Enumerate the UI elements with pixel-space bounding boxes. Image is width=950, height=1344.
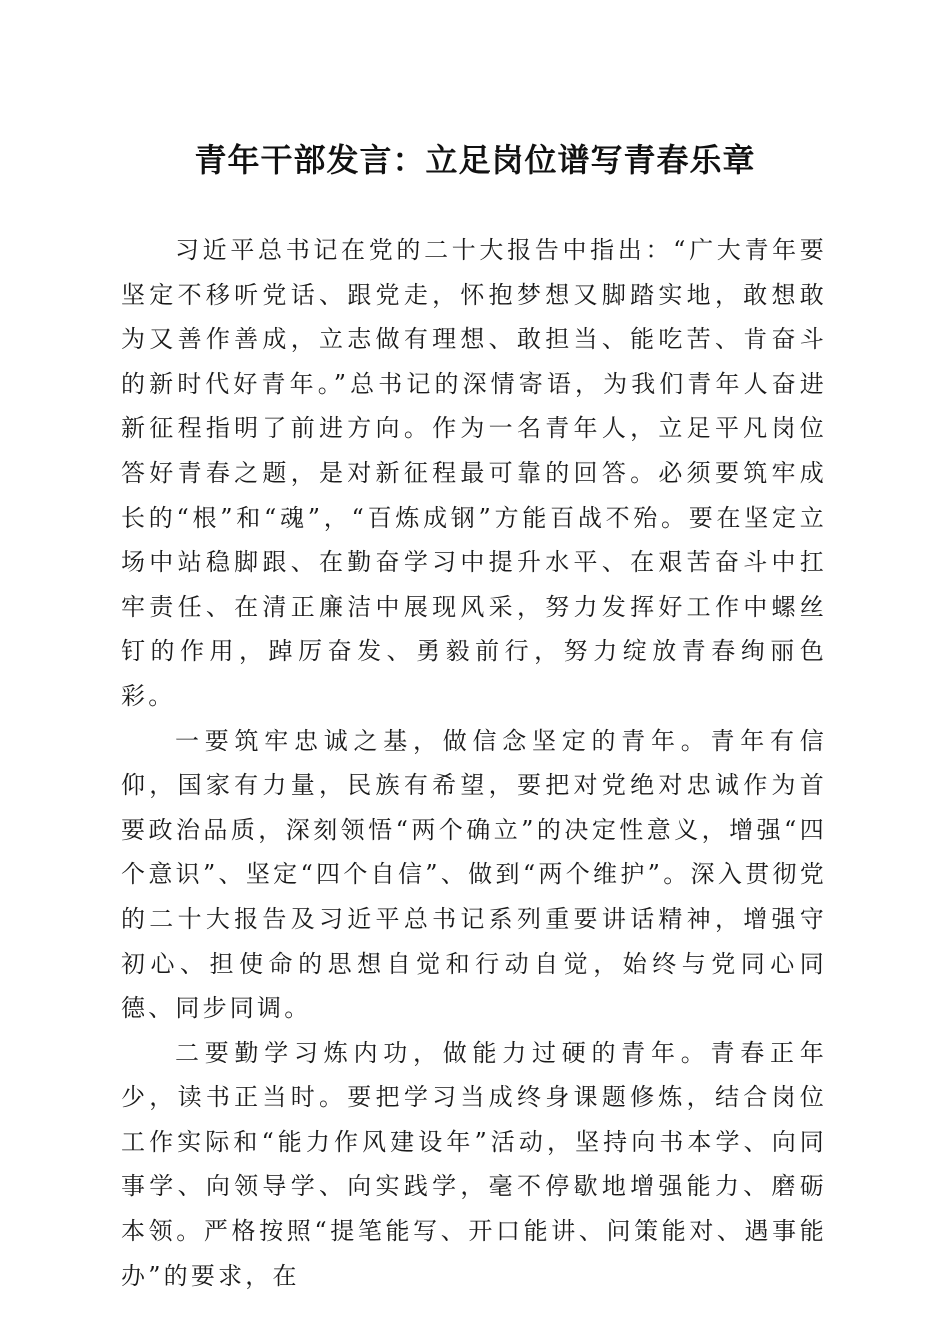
paragraph-learning: 二要勤学习炼内功，做能力过硬的青年。青春正年少，读书正当时。要把学习当成终身课题修炼，结合岗位工作实际和“能力作风建设年”活动，坚持向书本学、向同事学、向领导学、向实践学，毫不停歇地增强能力、磨砺本领。严格按照“提笔能写、开口能讲、问策能对、遇事能办”的要求，在 (121, 1038, 827, 1290)
paragraph-intro: 习近平总书记在党的二十大报告中指出：“广大青年要坚定不移听党话、跟党走，怀抱梦想又脚踏实地，敢想敢为又善作善成，立志做有理想、敢担当、能吃苦、肯奋斗的新时代好青年。”总书记的深情寄语，为我们青年人奋进新征程指明了前进方向。作为一名青年人，立足平凡岗位答好青春之题，是对新征程最可靠的回答。必须要筑牢成长的“根”和“魂”，“百炼成钢”方能百战不殆。要在坚定立场中站稳脚跟、在勤奋学习中提升水平、在艰苦奋斗中扛牢责任、在清正廉洁中展现风采，努力发挥好工作中螺丝钉的作用，踔厉奋发、勇毅前行，努力绽放青春绚丽色彩。 (121, 236, 827, 710)
document-body (121, 228, 827, 1298)
document-title: 青年干部发言：立足岗位谱写青春乐章 (194, 141, 756, 179)
paragraph-loyalty: 一要筑牢忠诚之基，做信念坚定的青年。青年有信仰，国家有力量，民族有希望，要把对党绝对忠诚作为首要政治品质，深刻领悟“两个确立”的决定性意义，增强“四个意识”、坚定“四个自信”、做到“两个维护”。深入贯彻党的二十大报告及习近平总书记系列重要讲话精神，增强守初心、担使命的思想自觉和行动自觉，始终与党同心同德、同步同调。 (121, 726, 827, 1023)
